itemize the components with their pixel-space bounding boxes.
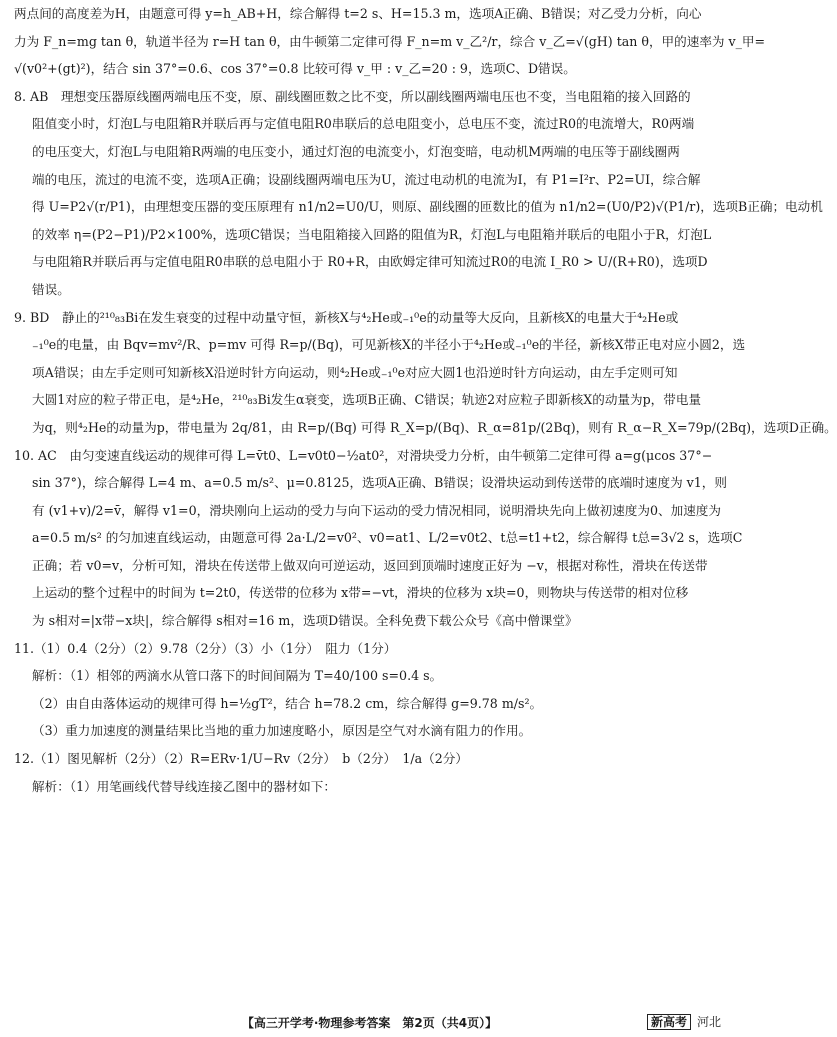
text-line: 为q，则⁴₂He的动量为p，带电量为 2q/81，由 R=p/(Bq) 可得 R_X=p/(Bq)、R_α=81p/(2Bq)，则有 R_α−R_X=79p/(2Bq)，选项D正确。 [32, 419, 837, 435]
text-line: 端的电压，流过的电流不变，选项A正确；设副线圈两端电压为U，流过电动机的电流为I，有 P1=I²r、P2=UI，综合解 [32, 171, 701, 187]
text-line: sin 37°)，综合解得 L=4 m、a=0.5 m/s²、μ=0.8125，选项A正确、B错误；设滑块运动到传送带的底端时速度为 v1，则 [32, 475, 727, 491]
footer-region-label: 河北 [696, 1015, 721, 1029]
q12-line: 12.（1）图见解析（2分）（2）R=ERv·1/U−Rv（2分） b（2分） 1/a（2分） [14, 751, 468, 767]
text-line: 得 U=P2√(r/P1)，由理想变压器的变压原理有 n1/n2=U0/U，则原、副线圈的匝数比的值为 n1/n2=(U0/P2)√(P1/r)，选项B正确；电动机 [32, 199, 823, 215]
text-line: 正确；若 v0=v，分析可知，滑块在传送带上做双向可逆运动，返回到顶端时速度正好为 −v，根据对称性，滑块在传送带 [32, 557, 708, 573]
text-line: 力为 F_n=mg tan θ，轨道半径为 r=H tan θ，由牛顿第二定律可得 F_n=m v_乙²/r，综合 v_乙=√(gH) tan θ，甲的速率为 v_甲= [14, 33, 766, 49]
text-line: 上运动的整个过程中的时间为 t=2t0，传送带的位移为 x带=−vt，滑块的位移为 x块=0，则物块与传送带的相对位移 [32, 585, 689, 601]
text-line: 两点间的高度差为H，由题意可得 y=h_AB+H，综合解得 t=2 s、H=15.3 m，选项A正确、B错误；对乙受力分析，向心 [14, 6, 702, 21]
text-line: 项A错误；由左手定则可知新核X沿逆时针方向运动，则⁴₂He或₋₁⁰e对应大圆1也沿逆时针方向运动，由左手定则可知 [32, 364, 678, 380]
text-line: 解析：（1）用笔画线代替导线连接乙图中的器材如下： [32, 778, 336, 794]
q8-line: 8. AB 理想变压器原线圈两端电压不变，原、副线圈匝数之比不变，所以副线圈两端电压也不变，当电阻箱的接入回路的 [14, 88, 691, 104]
footer-badge: 新高考 [647, 1014, 691, 1030]
text-line: （2）由自由落体运动的规律可得 h=½gT²，结合 h=78.2 cm，综合解得 g=9.78 m/s²。 [32, 695, 543, 711]
q11-line: 11.（1）0.4（2分）（2）9.78（2分）（3）小（1分） 阻力（1分） [14, 640, 397, 656]
q9-line: 9. BD 静止的²¹⁰₈₃Bi在发生衰变的过程中动量守恒，新核X与⁴₂He或₋₁⁰e的动量等大反向，且新核X的电量大于⁴₂He或 [14, 309, 679, 325]
answer-page [14, 4, 837, 804]
q10-line: 10. AC 由匀变速直线运动的规律可得 L=v̄t0、L=v0t0−½at0²，对滑块受力分析，由牛顿第二定律可得 a=g(μcos 37°− [14, 447, 713, 463]
text-line: ₋₁⁰e的电量，由 Bqv=mv²/R、p=mv 可得 R=p/(Bq)，可见新核X的半径小于⁴₂He或₋₁⁰e的半径，新核X带正电对应小圆2，选 [32, 337, 746, 353]
text-line: √(v0²+(gt)²)，结合 sin 37°=0.6、cos 37°=0.8 比较可得 v_甲 : v_乙=20 : 9，选项C、D错误。 [14, 61, 576, 77]
footer-region [647, 1013, 721, 1030]
text-line: 为 s相对=|x带−x块|，综合解得 s相对=16 m，选项D错误。全科免费下载公众号《高中僧课堂》 [32, 613, 578, 629]
text-line: 有 (v1+v)/2=v̄，解得 v1=0，滑块刚向上运动的受力与向下运动的受力情况相同，说明滑块先向上做初速度为0、加速度为 [32, 502, 721, 518]
text-line: 阻值变小时，灯泡L与电阻箱R并联后再与定值电阻R0串联后的总电阻变小，总电压不变，流过R0的电流增大，R0两端 [32, 116, 695, 132]
text-line: 解析：（1）相邻的两滴水从管口落下的时间间隔为 T=40/100 s=0.4 s。 [32, 668, 443, 684]
text-line: 大圆1对应的粒子带正电，是⁴₂He，²¹⁰₈₃Bi发生α衰变，选项B正确、C错误；轨迹2对应粒子即新核X的动量为p，带电量 [32, 392, 702, 408]
page-footer [0, 1013, 739, 1033]
text-line: 的电压变大，灯泡L与电阻箱R两端的电压变小，通过灯泡的电流变小，灯泡变暗，电动机M两端的电压等于副线圈两 [32, 143, 680, 159]
footer-title: 【高三开学考·物理参考答案 第2页（共4页）】 [241, 1016, 498, 1030]
text-line: a=0.5 m/s² 的匀加速直线运动，由题意可得 2a·L/2=v0²、v0=at1、L/2=v0t2、t总=t1+t2，综合解得 t总=3√2 s，选项C [32, 530, 743, 546]
text-line: 与电阻箱R并联后再与定值电阻R0串联的总电阻小于 R0+R，由欧姆定律可知流过R0的电流 I_R0 > U/(R+R0)，选项D [32, 254, 708, 270]
text-line: （3）重力加速度的测量结果比当地的重力加速度略小，原因是空气对水滴有阻力的作用。 [32, 723, 532, 739]
text-line: 的效率 η=(P2−P1)/P2×100%，选项C错误；当电阻箱接入回路的阻值为R，灯泡L与电阻箱并联后的电阻小于R，灯泡L [32, 226, 712, 242]
text-line: 错误。 [32, 281, 70, 297]
